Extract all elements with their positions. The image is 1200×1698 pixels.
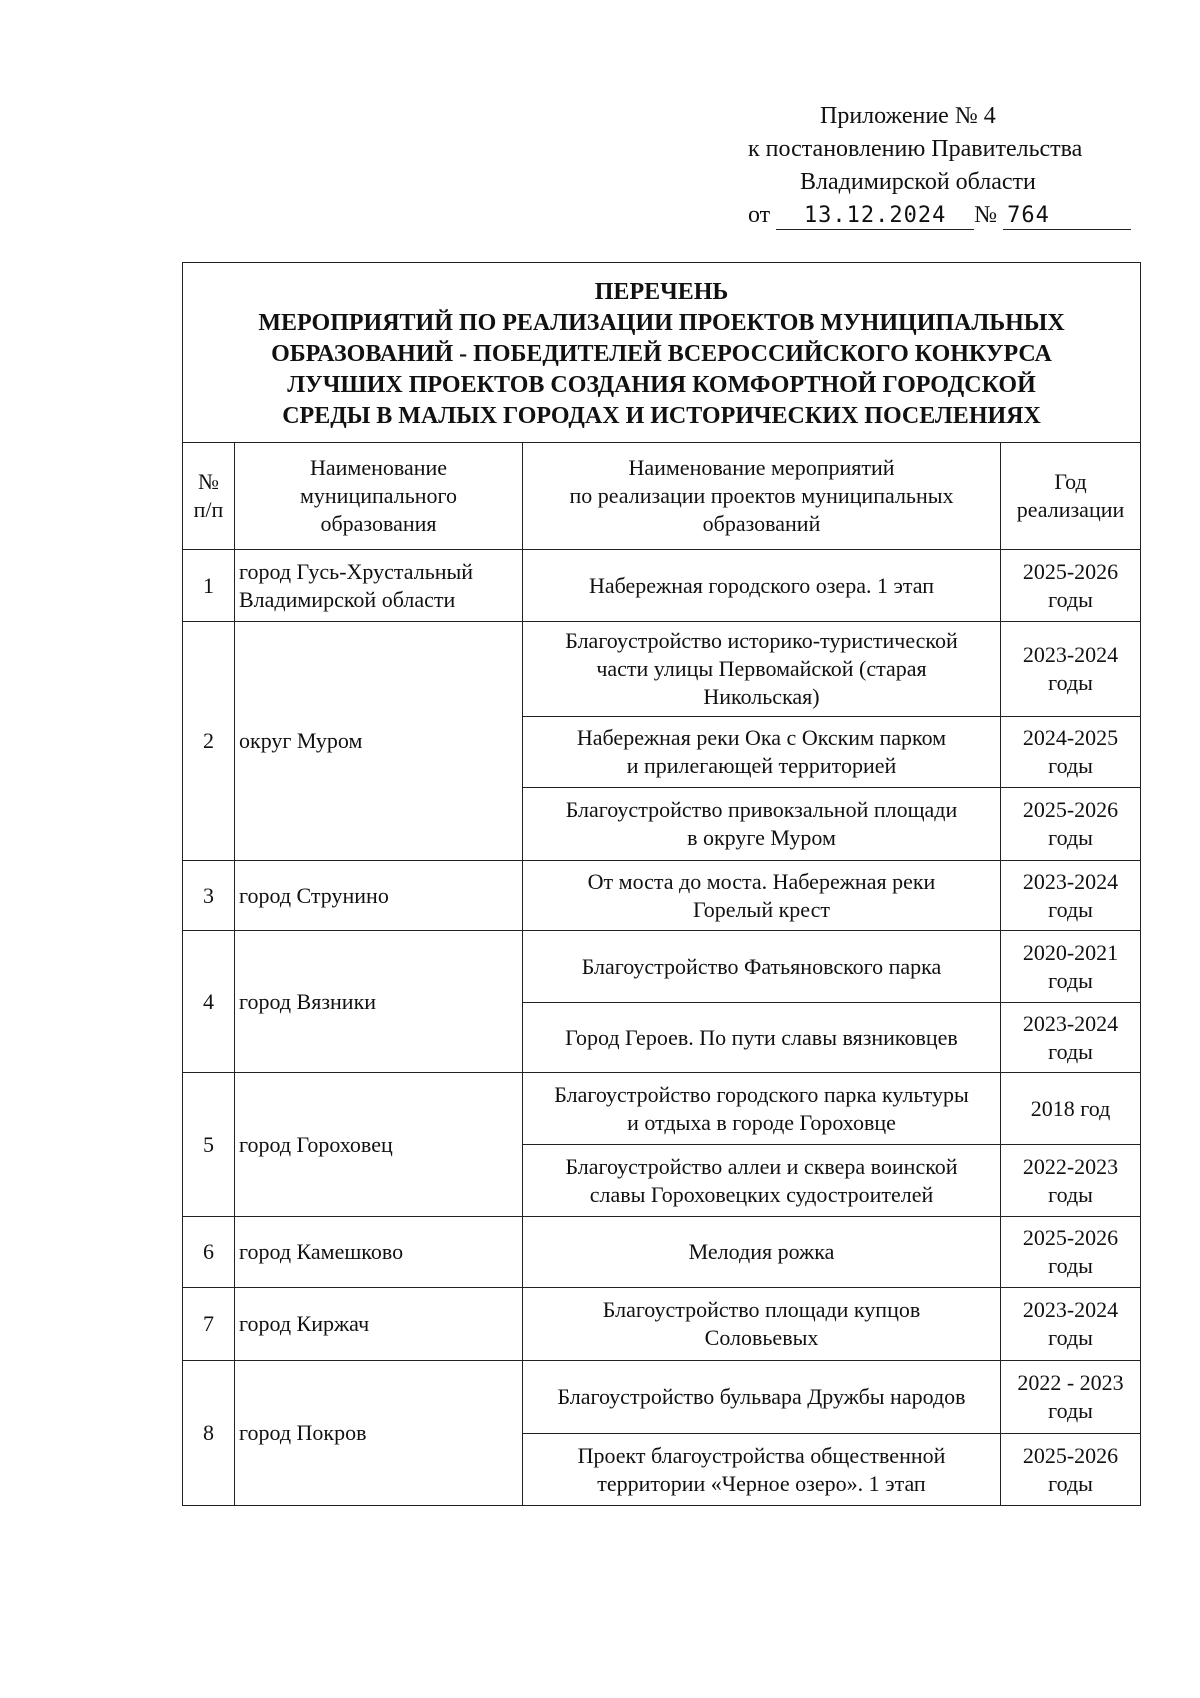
row-number: 5 xyxy=(183,1073,235,1217)
year-line: 2018 год xyxy=(1030,1095,1111,1121)
col-header-number xyxy=(183,443,235,550)
implementation-year xyxy=(1001,1217,1141,1288)
table-row xyxy=(183,1288,1141,1361)
row-number: 4 xyxy=(183,931,235,1073)
from-label: от xyxy=(748,202,771,228)
row-number: 6 xyxy=(183,1217,235,1288)
activity-name xyxy=(523,717,1001,788)
appendix-number: Приложение № 4 xyxy=(820,103,996,129)
implementation-year xyxy=(1001,1288,1141,1361)
table-row xyxy=(183,1073,1141,1145)
activity-name xyxy=(523,1361,1001,1434)
region-name: Владимирской области xyxy=(800,169,1036,195)
table-row xyxy=(183,931,1141,1003)
implementation-year xyxy=(1001,931,1141,1003)
activity-name-line: Никольская) xyxy=(703,684,820,709)
year-line: годы xyxy=(1048,1253,1093,1278)
activity-name xyxy=(523,1073,1001,1145)
implementation-year xyxy=(1001,550,1141,622)
header-text: реализации xyxy=(1016,497,1125,522)
implementation-year xyxy=(1001,1434,1141,1506)
implementation-year xyxy=(1001,1145,1141,1217)
year-line: 2023-2024 xyxy=(1022,868,1119,894)
activity-name-line: территории «Черное озеро». 1 этап xyxy=(597,1470,926,1496)
col-header-activity xyxy=(523,443,1001,550)
header-text: Наименование мероприятий xyxy=(628,455,895,480)
table-row xyxy=(183,1361,1141,1434)
year-line: 2020-2021 xyxy=(1022,939,1119,965)
header-text: муниципального xyxy=(299,483,457,508)
appendix-header xyxy=(748,100,1148,232)
activity-name-line: Город Героев. По пути славы вязниковцев xyxy=(565,1024,958,1050)
year-line: годы xyxy=(1048,586,1093,612)
municipality-name xyxy=(235,861,523,931)
header-text: образования xyxy=(320,511,437,536)
implementation-year xyxy=(1001,622,1141,717)
column-header-row xyxy=(183,443,1141,550)
implementation-year xyxy=(1001,1003,1141,1073)
implementation-year xyxy=(1001,717,1141,788)
year-line: 2023-2024 xyxy=(1022,1010,1119,1036)
municipality-name-line: округ Муром xyxy=(239,728,363,753)
header-text: Наименование xyxy=(309,455,448,480)
municipality-name-line: город Струнино xyxy=(239,882,389,908)
activity-name-line: Благоустройство бульвара Дружбы народов xyxy=(557,1384,966,1409)
events-table xyxy=(182,262,1141,1506)
table-row xyxy=(183,1217,1141,1288)
activity-name-line: Благоустройство историко-туристической xyxy=(565,628,958,653)
header-text: образований xyxy=(702,511,821,536)
document-title xyxy=(183,263,1141,443)
year-line: годы xyxy=(1048,1398,1093,1423)
row-number: 8 xyxy=(183,1361,235,1506)
events-table-body xyxy=(183,263,1141,1506)
title-line: ОБРАЗОВАНИЙ - ПОБЕДИТЕЛЕЙ ВСЕРОССИЙСКОГО КОНКУРСА xyxy=(271,341,1052,367)
year-line: 2025-2026 xyxy=(1022,797,1119,822)
year-line: годы xyxy=(1048,1325,1093,1350)
activity-name xyxy=(523,1003,1001,1073)
year-line: 2024-2025 xyxy=(1022,725,1119,750)
year-line: 2022-2023 xyxy=(1022,1153,1119,1179)
year-line: годы xyxy=(1048,967,1093,993)
resolution-date: 13.12.2024 xyxy=(776,203,974,230)
year-line: годы xyxy=(1048,1181,1093,1207)
title-line: ЛУЧШИХ ПРОЕКТОВ СОЗДАНИЯ КОМФОРТНОЙ ГОРОДСКОЙ xyxy=(287,372,1036,398)
municipality-name-line: город Камешково xyxy=(239,1239,404,1264)
municipality-name-line: Владимирской области xyxy=(239,586,456,612)
table-row xyxy=(183,861,1141,931)
year-line: годы xyxy=(1048,1470,1093,1496)
activity-name xyxy=(523,931,1001,1003)
implementation-year xyxy=(1001,788,1141,861)
year-line: годы xyxy=(1048,670,1093,695)
header-text: п/п xyxy=(193,497,224,522)
municipality-name-line: город Покров xyxy=(239,1420,367,1445)
municipality-name xyxy=(235,931,523,1073)
header-text: № xyxy=(198,469,219,494)
row-number: 2 xyxy=(183,622,235,861)
municipality-name xyxy=(235,550,523,622)
activity-name-line: От моста до моста. Набережная реки xyxy=(587,868,936,894)
activity-name-line: и отдыха в городе Гороховце xyxy=(627,1109,896,1135)
activity-name-line: Благоустройство привокзальной площади xyxy=(565,797,958,822)
year-line: 2025-2026 xyxy=(1022,1225,1119,1250)
year-line: 2023-2024 xyxy=(1022,642,1119,667)
table-row xyxy=(183,550,1141,622)
activity-name xyxy=(523,622,1001,717)
municipality-name-line: город Гороховец xyxy=(239,1131,393,1157)
activity-name-line: и прилегающей территорией xyxy=(626,753,897,778)
year-line: 2022 - 2023 xyxy=(1017,1370,1124,1395)
resolution-reference: к постановлению Правительства xyxy=(748,136,1083,162)
activity-name-line: Соловьевых xyxy=(704,1325,819,1350)
activity-name xyxy=(523,1145,1001,1217)
number-label: № xyxy=(974,202,998,228)
activity-name-line: Благоустройство площади купцов xyxy=(602,1297,921,1322)
year-line: годы xyxy=(1048,1038,1093,1064)
col-header-municipality xyxy=(235,443,523,550)
title-line: МЕРОПРИЯТИЙ ПО РЕАЛИЗАЦИИ ПРОЕКТОВ МУНИЦИПАЛЬНЫХ xyxy=(258,310,1065,336)
activity-name-line: Благоустройство аллеи и сквера воинской xyxy=(565,1153,958,1179)
activity-name xyxy=(523,861,1001,931)
year-line: годы xyxy=(1048,825,1093,850)
activity-name-line: Проект благоустройства общественной xyxy=(577,1442,946,1468)
activity-name xyxy=(523,1434,1001,1506)
municipality-name xyxy=(235,1073,523,1217)
activity-name-line: части улицы Первомайской (старая xyxy=(596,656,927,681)
col-header-year xyxy=(1001,443,1141,550)
activity-name-line: Благоустройство городского парка культуры xyxy=(554,1081,969,1107)
activity-name xyxy=(523,1217,1001,1288)
municipality-name xyxy=(235,1217,523,1288)
activity-name-line: Благоустройство Фатьяновского парка xyxy=(581,953,942,979)
activity-name-line: в округе Муром xyxy=(687,825,836,850)
year-line: годы xyxy=(1048,896,1093,922)
title-line: СРЕДЫ В МАЛЫХ ГОРОДАХ И ИСТОРИЧЕСКИХ ПОСЕЛЕНИЯХ xyxy=(282,403,1041,429)
municipality-name-line: город Киржач xyxy=(239,1311,370,1336)
activity-name-line: Мелодия рожка xyxy=(688,1239,835,1264)
activity-name xyxy=(523,788,1001,861)
year-line: годы xyxy=(1048,753,1093,778)
activity-name-line: Набережная городского озера. 1 этап xyxy=(588,572,935,598)
resolution-number: 764 xyxy=(1003,203,1131,230)
row-number: 3 xyxy=(183,861,235,931)
municipality-name-line: город Гусь-Хрустальный xyxy=(239,558,474,584)
row-number: 1 xyxy=(183,550,235,622)
implementation-year xyxy=(1001,1073,1141,1145)
header-text: Год xyxy=(1054,469,1087,494)
date-number-line xyxy=(748,199,1148,232)
table-row xyxy=(183,622,1141,717)
activity-name xyxy=(523,550,1001,622)
municipality-name xyxy=(235,622,523,861)
title-row xyxy=(183,263,1141,443)
year-line: 2023-2024 xyxy=(1022,1297,1119,1322)
title-line: ПЕРЕЧЕНЬ xyxy=(594,279,729,305)
year-line: 2025-2026 xyxy=(1022,1442,1119,1468)
activity-name-line: Горелый крест xyxy=(693,896,830,922)
row-number: 7 xyxy=(183,1288,235,1361)
activity-name-line: Набережная реки Ока с Окским парком xyxy=(576,725,947,750)
header-text: по реализации проектов муниципальных xyxy=(569,483,954,508)
implementation-year xyxy=(1001,1361,1141,1434)
municipality-name-line: город Вязники xyxy=(239,988,377,1014)
municipality-name xyxy=(235,1288,523,1361)
year-line: 2025-2026 xyxy=(1022,558,1119,584)
activity-name-line: славы Гороховецких судостроителей xyxy=(589,1181,934,1207)
implementation-year xyxy=(1001,861,1141,931)
activity-name xyxy=(523,1288,1001,1361)
municipality-name xyxy=(235,1361,523,1506)
